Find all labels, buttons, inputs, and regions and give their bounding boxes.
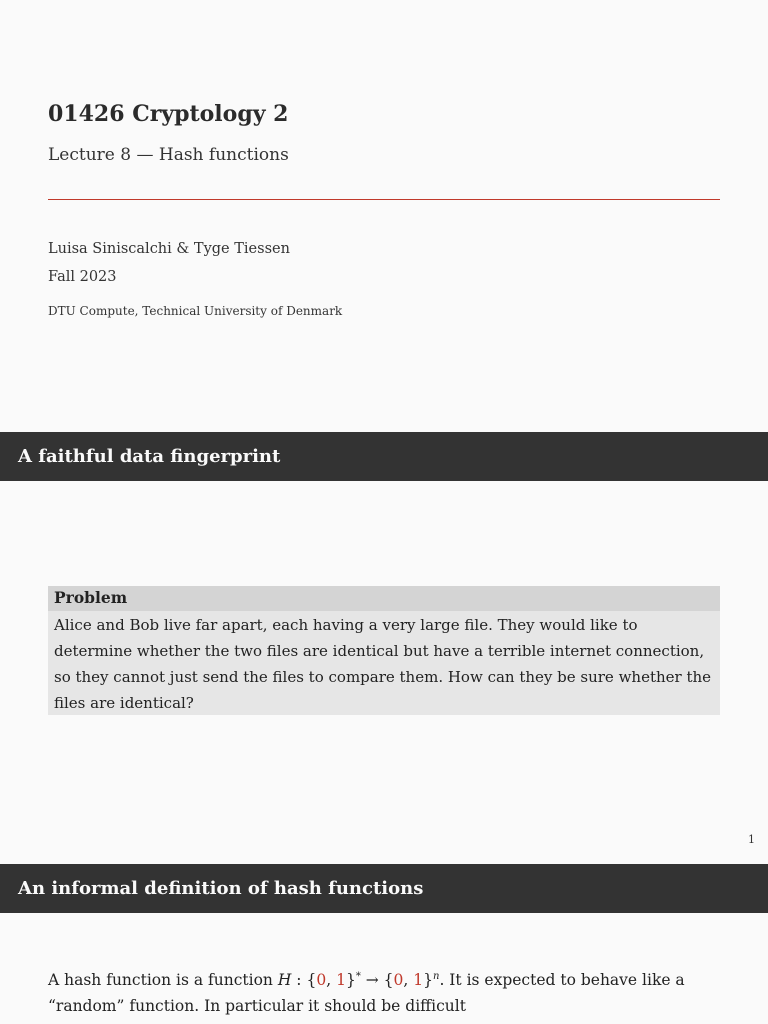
math-colon: : { bbox=[291, 971, 317, 989]
math-one: 1 bbox=[336, 971, 346, 989]
definition-line-2: “random” function. In particular it should be difficult bbox=[48, 997, 466, 1015]
page-number: 1 bbox=[748, 833, 755, 846]
author-line: Luisa Siniscalchi & Tyge Tiessen bbox=[48, 241, 290, 257]
problem-block-body: Alice and Bob live far apart, each having a very large file. They would like to determine whether the two files are identical but have a terrible internet connection, so they cannot just send the files to compare them. How can they be sure whether the files are identical? bbox=[48, 611, 720, 715]
math-one-2: 1 bbox=[413, 971, 424, 989]
definition-line-1 bbox=[48, 967, 728, 993]
frame-title-hash-definition: An informal definition of hash functions bbox=[0, 864, 768, 913]
math-zero: 0 bbox=[316, 971, 327, 989]
intro-before-math: A hash function is a function bbox=[48, 971, 278, 989]
math-close-brace-2: } bbox=[423, 971, 433, 989]
math-H: H bbox=[277, 971, 292, 989]
math-zero-2: 0 bbox=[393, 971, 404, 989]
math-star: * bbox=[355, 970, 361, 982]
date-line: Fall 2023 bbox=[48, 269, 117, 285]
intro-after-math: . It is expected to behave like a bbox=[439, 971, 685, 989]
title-separator-rule bbox=[48, 199, 720, 200]
math-close-brace: } bbox=[345, 971, 356, 989]
frame-title-fingerprint: A faithful data fingerprint bbox=[0, 432, 768, 481]
hash-definition-text bbox=[48, 967, 728, 1019]
math-comma-2: , bbox=[403, 971, 414, 989]
problem-block bbox=[48, 586, 720, 715]
presentation-subtitle: Lecture 8 — Hash functions bbox=[48, 145, 289, 165]
institute-line: DTU Compute, Technical University of Denmark bbox=[48, 304, 343, 318]
math-arrow: → { bbox=[360, 971, 394, 989]
math-comma: , bbox=[326, 971, 337, 989]
problem-block-title: Problem bbox=[48, 586, 720, 611]
presentation-title: 01426 Cryptology 2 bbox=[48, 101, 289, 127]
math-n: n bbox=[433, 970, 440, 982]
